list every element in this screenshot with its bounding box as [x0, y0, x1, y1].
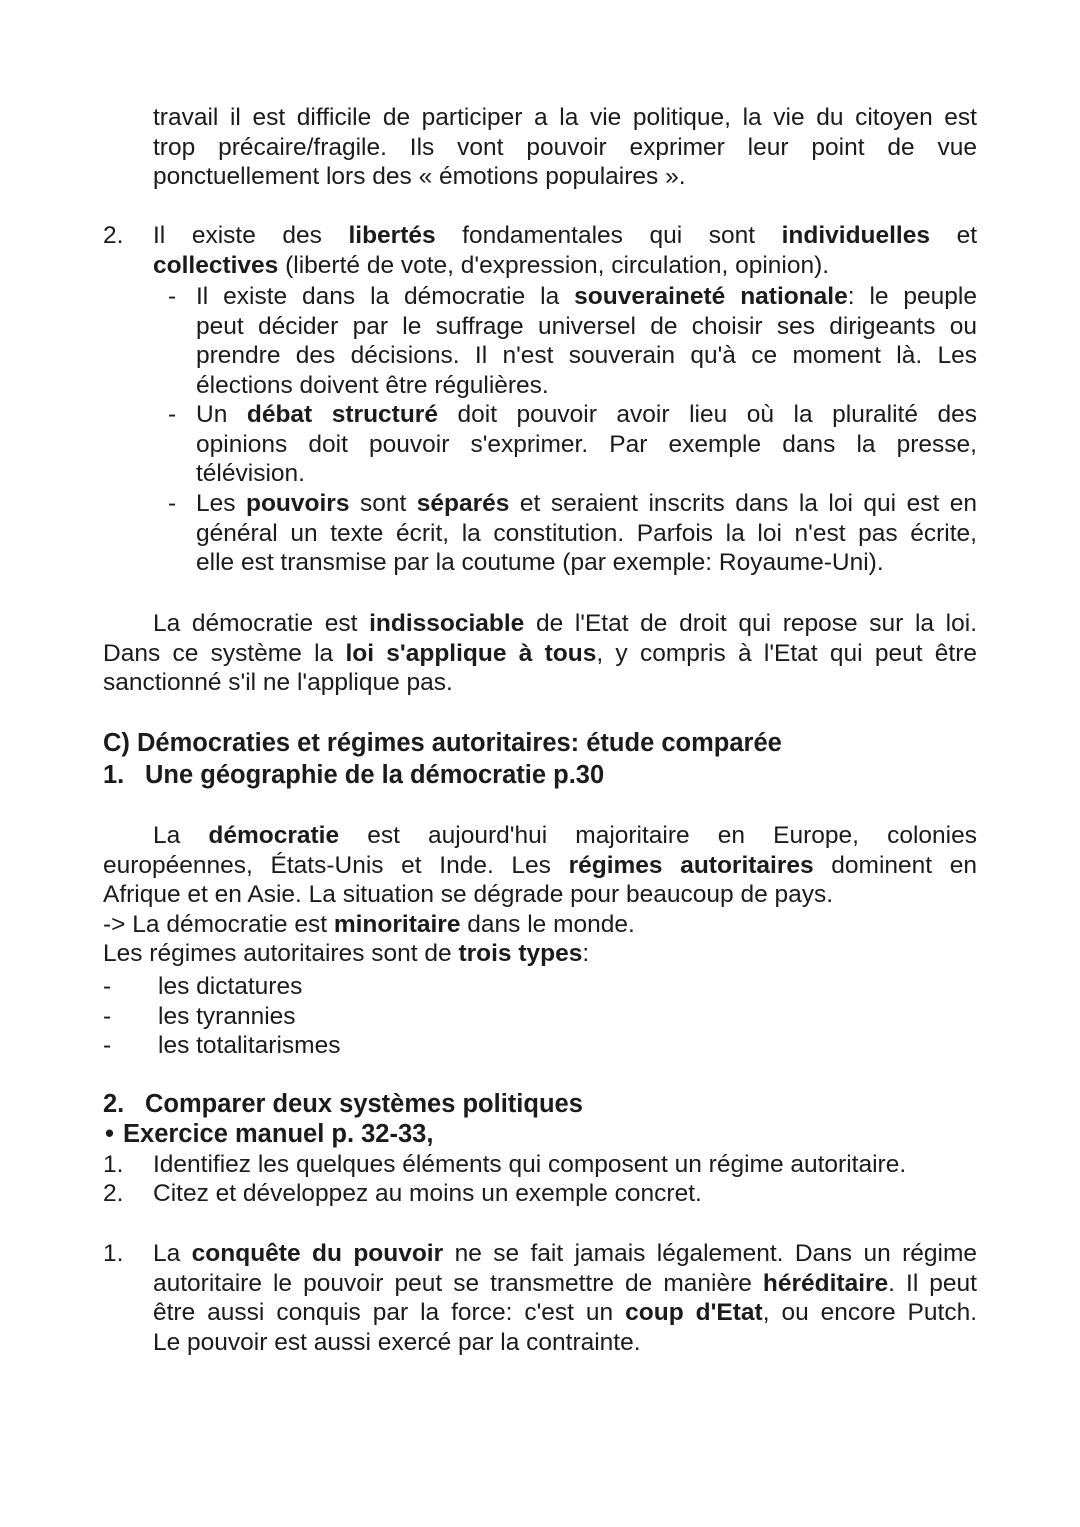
bold-term: régimes autoritaires [568, 851, 814, 879]
dash-bullet: - [168, 401, 177, 428]
powers-paragraph [196, 489, 977, 578]
text: de l'Etat de droit qui repose sur la loi. [524, 610, 977, 637]
subsection-heading: Une géographie de la démocratie p.30 [145, 761, 605, 789]
bold-term: débat structuré [246, 401, 438, 428]
geography-paragraph [103, 821, 977, 969]
bold-term: conquête du pouvoir [191, 1240, 444, 1267]
text-line: ponctuellement lors des « émotions populaires ». [153, 163, 686, 190]
question-number: 1. [103, 1151, 124, 1178]
regime-types-list [103, 972, 603, 1061]
text-line [103, 910, 977, 940]
text: (liberté de vote, d'expression, circulation, opinion). [278, 251, 830, 279]
text: ne se fait jamais légalement. Dans un régime [443, 1240, 978, 1267]
text: . Il peut [888, 1269, 977, 1297]
text: être aussi conquis par la force: c'est un [153, 1299, 626, 1326]
text: La [153, 1240, 192, 1267]
intro-paragraph [153, 103, 977, 192]
bold-term: coup d'Etat [625, 1299, 763, 1326]
list-item [103, 1031, 603, 1061]
text-line: Le pouvoir est aussi exercé par la contrainte. [153, 1328, 641, 1356]
debate-paragraph [196, 400, 977, 489]
text: sont [349, 490, 417, 517]
subsection-number: 1. [103, 761, 125, 789]
list-item-text: les totalitarismes [158, 1032, 341, 1059]
subsection-heading: Comparer deux systèmes politiques [145, 1090, 583, 1118]
dash-bullet: - [168, 490, 177, 517]
text-line: opinions doit pouvoir s'exprimer. Par exemple dans la presse, [196, 430, 977, 458]
text-line [196, 400, 977, 430]
text-line [196, 489, 977, 519]
text: La démocratie est [153, 610, 370, 637]
bold-term: loi s'applique à tous [345, 639, 597, 667]
list-item [103, 1002, 603, 1032]
bold-term: souveraineté nationale [574, 283, 848, 310]
text-line [103, 609, 977, 639]
bold-term: séparés [416, 490, 510, 517]
bold-term: démocratie [208, 822, 340, 849]
text: : le peuple [847, 283, 978, 310]
text-line [103, 821, 977, 851]
text-line: trop précaire/fragile. Ils vont pouvoir exprimer leur point de vue [153, 133, 977, 161]
text-line [153, 1239, 977, 1269]
sovereignty-paragraph [196, 282, 977, 400]
question-number: 2. [103, 1180, 124, 1207]
text: Les [196, 490, 246, 517]
text: doit pouvoir avoir lieu où la pluralité des [437, 401, 977, 428]
answer-paragraph [153, 1239, 977, 1357]
text: La [153, 822, 209, 849]
text: et seraient inscrits dans la loi qui est en [509, 490, 977, 517]
text-line: Afrique et en Asie. La situation se dégrade pour beaucoup de pays. [103, 881, 834, 908]
bold-term: individuelles [781, 222, 930, 249]
text: : [582, 940, 590, 967]
text: Il existe des [153, 222, 349, 249]
rule-of-law-paragraph [103, 609, 977, 698]
text-line: peut décider par le suffrage universel de choisir ses dirigeants ou [196, 312, 977, 340]
answer-number: 1. [103, 1240, 124, 1267]
text: Dans ce système la [103, 639, 346, 667]
text: européennes, États-Unis et Inde. Les [103, 851, 569, 879]
list-number: 2. [103, 222, 124, 249]
text-line: télévision. [196, 460, 305, 487]
subsection-number: 2. [103, 1090, 125, 1118]
list-item-text: les tyrannies [158, 1002, 296, 1030]
text: Il existe dans la démocratie la [196, 283, 575, 310]
text: Les régimes autoritaires sont de [103, 940, 459, 967]
bold-term: indissociable [369, 610, 525, 637]
list-item-text: les dictatures [158, 973, 303, 1000]
text: est aujourd'hui majoritaire en Europe, colonies [339, 822, 977, 849]
text-line: sanctionné s'il ne l'applique pas. [103, 669, 453, 696]
text: -> La démocratie est [103, 910, 334, 938]
question-text: Identifiez les quelques éléments qui composent un régime autoritaire. [153, 1151, 907, 1178]
dash-bullet: - [103, 1002, 112, 1030]
text-line [103, 639, 977, 669]
dash-bullet: - [103, 1032, 112, 1059]
text-line [153, 251, 977, 281]
text-line: travail il est difficile de participer a la vie politique, la vie du citoyen est [153, 104, 977, 131]
section-heading: C) Démocraties et régimes autoritaires: étude comparée [103, 729, 782, 757]
text: et [930, 222, 977, 249]
text-line [196, 282, 977, 312]
dash-bullet: - [168, 283, 177, 310]
bullet-dot: • [105, 1120, 114, 1148]
text-line [153, 1298, 977, 1328]
bold-term: pouvoirs [246, 490, 350, 517]
text: Un [196, 401, 247, 428]
text-line: général un texte écrit, la constitution. Parfois la loi n'est pas écrite, [196, 519, 977, 547]
text-line: elle est transmise par la coutume (par exemple: Royaume-Uni). [196, 549, 884, 576]
bold-term: collectives [153, 251, 279, 279]
text-line [153, 221, 977, 251]
text: dominent en [813, 851, 977, 879]
text-line [153, 1269, 977, 1299]
dash-bullet: - [103, 973, 112, 1000]
bold-term: libertés [348, 222, 436, 249]
text-line [103, 939, 977, 969]
text: autoritaire le pouvoir peut se transmettre de manière [153, 1269, 763, 1297]
text: dans le monde. [460, 910, 635, 938]
text-line: prendre des décisions. Il n'est souverain qu'à ce moment là. Les [196, 342, 977, 369]
bold-term: héréditaire [762, 1269, 889, 1297]
text: , y compris à l'Etat qui peut être [596, 639, 977, 667]
bold-term: trois types [458, 940, 583, 967]
text: fondamentales qui sont [435, 222, 782, 249]
list-item [103, 972, 603, 1002]
text-line [103, 851, 977, 881]
text: , ou encore Putch. [762, 1299, 977, 1326]
exercise-heading: Exercice manuel p. 32-33, [123, 1120, 434, 1148]
liberties-paragraph [153, 221, 977, 280]
bold-term: minoritaire [333, 910, 461, 938]
question-text: Citez et développez au moins un exemple concret. [153, 1180, 702, 1207]
text-line: élections doivent être régulières. [196, 371, 549, 399]
